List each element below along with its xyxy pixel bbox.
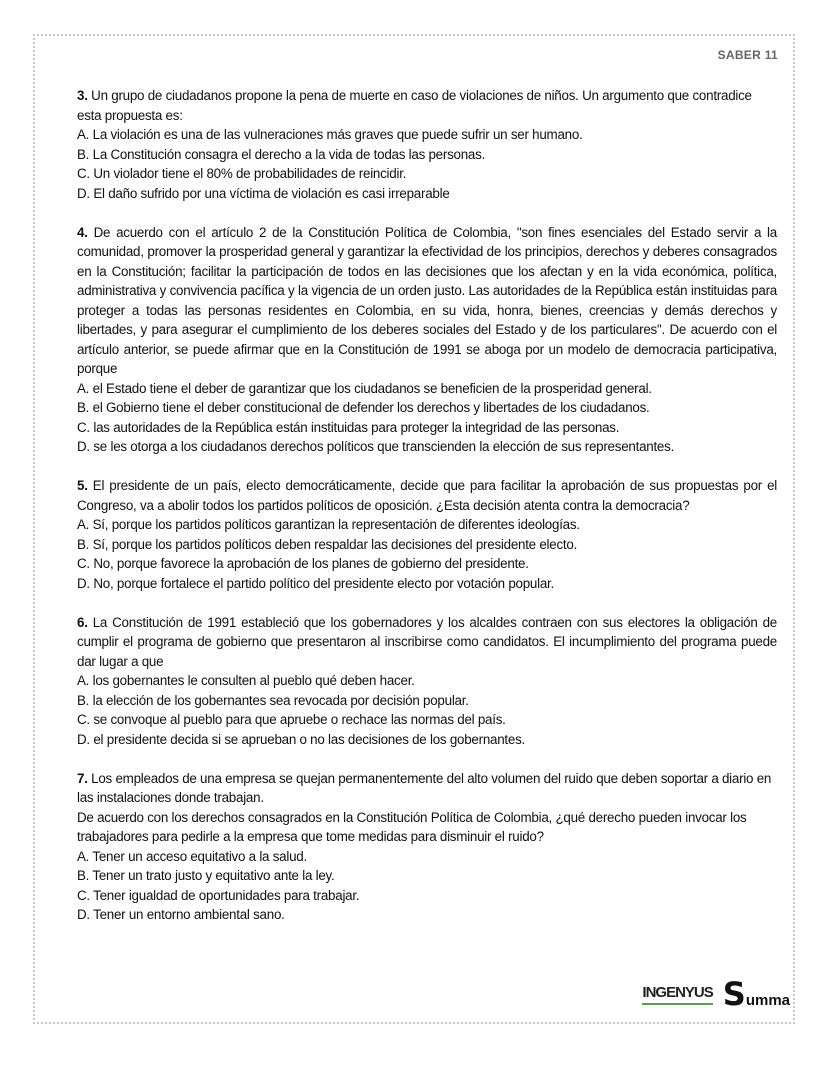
option-b: B. la elección de los gobernantes sea revocada por decisión popular. xyxy=(77,692,469,708)
option-c: C. Tener igualdad de oportunidades para trabajar. xyxy=(77,887,360,903)
question-number: 3. xyxy=(77,88,88,103)
option-b: B. el Gobierno tiene el deber constitucional de defender los derechos y libertades de los ciudadanos. xyxy=(77,400,650,415)
option-b: B. Tener un trato justo y equitativo ante la ley. xyxy=(77,868,335,883)
option-c: C. No, porque favorece la aprobación de los planes de gobierno del presidente. xyxy=(77,556,529,571)
questions xyxy=(77,86,777,944)
option-d: D. Tener un entorno ambiental sano. xyxy=(77,907,285,922)
option-a: A. el Estado tiene el deber de garantizar que los ciudadanos se beneficien de la prosperidad general. xyxy=(77,380,652,396)
option-a: A. Tener un acceso equitativo a la salud. xyxy=(77,848,307,864)
option-c: C. Un violador tiene el 80% de probabilidades de reincidir. xyxy=(77,166,407,181)
question-number: 5. xyxy=(77,478,88,493)
question-stem: De acuerdo con el artículo 2 de la Constitución Política de Colombia, "son fines esenciales del Estado servir a la comunidad, promover la prosperidad general y garantizar la efectividad de los principios, derechos y deberes consagrados en la Constitución; facilitar la participación de todos en las decisiones que los afectan y en la vida económica, política, administrativa y convivencia pacífica y la vigencia de un orden justo. Las autoridades de la República están instituidas para proteger a todas las personas residentes en Colombia, en su vida, honra, bienes, creencias y demás derechos y libertades, y para asegurar el cumplimiento de los deberes sociales del Estado y de los particulares". De acuerdo con el artículo anterior, se puede afirmar que en la Constitución de 1991 se aboga por un modelo de democracia participativa, porque xyxy=(77,224,777,376)
option-d: D. el presidente decida si se aprueban o no las decisiones de los gobernantes. xyxy=(77,731,525,747)
question-stem: Un grupo de ciudadanos propone la pena de muerte en caso de violaciones de niños. Un argumento que contradice esta propuesta es: xyxy=(77,88,752,123)
option-b: B. Sí, porque los partidos políticos deben respaldar las decisiones del presidente electo. xyxy=(77,536,578,552)
option-a: A. los gobernantes le consulten al pueblo qué deben hacer. xyxy=(77,673,415,688)
page-header: SABER 11 xyxy=(717,48,778,62)
question-4 xyxy=(77,223,777,457)
question-number: 6. xyxy=(77,614,88,630)
question-3 xyxy=(77,86,777,203)
question-number: 4. xyxy=(77,224,88,240)
question-7 xyxy=(77,769,777,925)
option-d: D. No, porque fortalece el partido político del presidente electo por votación popular. xyxy=(77,575,554,591)
option-c: C. las autoridades de la República están instituidas para proteger la integridad de las personas. xyxy=(77,419,620,435)
option-c: C. se convoque al pueblo para que apruebe o rechace las normas del país. xyxy=(77,712,506,727)
question-6 xyxy=(77,613,777,750)
option-d: D. El daño sufrido por una víctima de violación es casi irreparable xyxy=(77,185,450,201)
question-stem: Los empleados de una empresa se quejan permanentemente del alto volumen del ruido que deben soportar a diario en las instalaciones donde trabajan. xyxy=(77,770,772,805)
ingenyus-logo: INGENYUS xyxy=(642,984,712,1005)
option-a: A. La violación es una de las vulneraciones más graves que puede sufrir un ser humano. xyxy=(77,127,583,142)
publisher-logos xyxy=(642,975,790,1013)
summa-logo: S umma xyxy=(722,975,790,1013)
option-a: A. Sí, porque los partidos políticos garantizan la representación de diferentes ideologías. xyxy=(77,517,580,532)
question-stem: La Constitución de 1991 estableció que los gobernadores y los alcaldes contraen con sus electores la obligación de cumplir el programa de gobierno que presentaron al inscribirse como candidatos. El incumplimiento del programa puede dar lugar a que xyxy=(77,614,777,669)
question-number: 7. xyxy=(77,770,88,786)
question-5 xyxy=(77,476,777,593)
question-stem-2: De acuerdo con los derechos consagrados en la Constitución Política de Colombia, ¿qué derecho pueden invocar los trabajadores para pedirle a la empresa que tome medidas para disminuir el ruido? xyxy=(77,809,747,844)
question-stem: El presidente de un país, electo democráticamente, decide que para facilitar la aprobación de sus propuestas por el Congreso, va a abolir todos los partidos políticos de oposición. ¿Esta decisión atenta contra la democracia? xyxy=(77,478,777,513)
option-b: B. La Constitución consagra el derecho a la vida de todas las personas. xyxy=(77,146,486,162)
option-d: D. se les otorga a los ciudadanos derechos políticos que transcienden la elección de sus representantes. xyxy=(77,439,675,454)
